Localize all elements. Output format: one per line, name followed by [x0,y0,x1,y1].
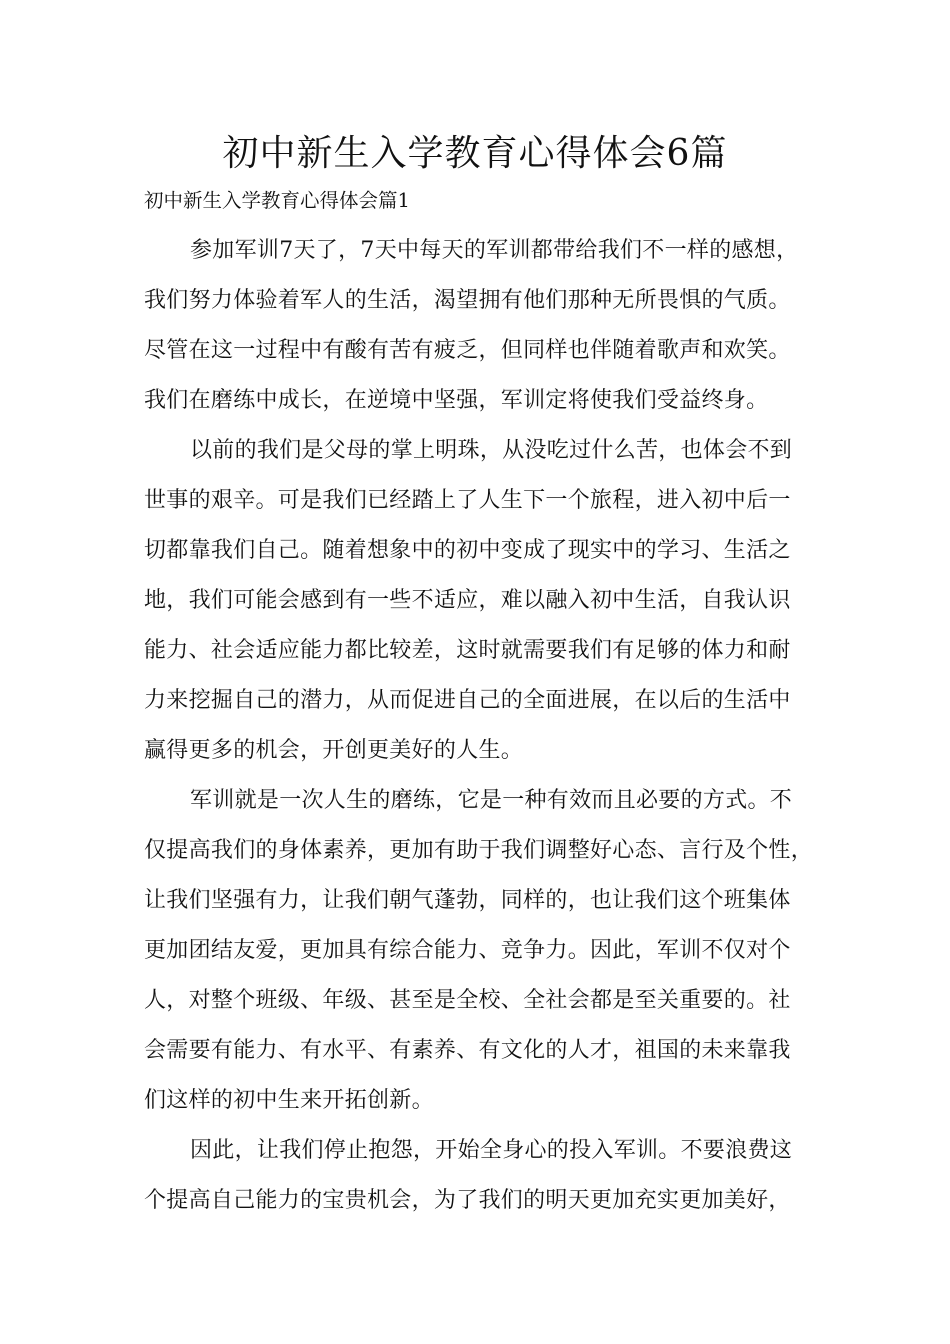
paragraph-line: 我们在磨练中成长，在逆境中坚强，军训定将使我们受益终身。 [144,388,769,413]
paragraph-line: 参加军训7天了，7天中每天的军训都带给我们不一样的感想， [190,238,799,263]
paragraph-line: 个提高自己能力的宝贵机会，为了我们的明天更加充实更加美好， [144,1188,791,1213]
paragraph-line: 们这样的初中生来开拓创新。 [144,1088,434,1113]
paragraph-line: 更加团结友爱，更加具有综合能力、竞争力。因此，军训不仅对个 [144,938,791,963]
paragraph-line: 世事的艰辛。可是我们已经踏上了人生下一个旅程，进入初中后一 [144,488,791,513]
paragraph-line: 让我们坚强有力，让我们朝气蓬勃，同样的，也让我们这个班集体 [144,888,791,913]
paragraph-line: 仅提高我们的身体素养，更加有助于我们调整好心态、言行及个性， [144,838,814,863]
paragraph-line: 因此，让我们停止抱怨，开始全身心的投入军训。不要浪费这 [190,1138,793,1163]
paragraph-line: 人，对整个班级、年级、甚至是全校、全社会都是至关重要的。社 [144,988,791,1013]
paragraph-line: 能力、社会适应能力都比较差，这时就需要我们有足够的体力和耐 [144,638,791,663]
paragraph-line: 军训就是一次人生的磨练，它是一种有效而且必要的方式。不 [190,788,793,813]
paragraph-line: 我们努力体验着军人的生活，渴望拥有他们那种无所畏惧的气质。 [144,288,791,313]
paragraph-line: 尽管在这一过程中有酸有苦有疲乏，但同样也伴随着歌声和欢笑。 [144,338,791,363]
paragraph-line: 力来挖掘自己的潜力，从而促进自己的全面进展，在以后的生活中 [144,688,791,713]
paragraph-line: 赢得更多的机会，开创更美好的人生。 [144,738,524,763]
paragraph-line: 会需要有能力、有水平、有素养、有文化的人才，祖国的未来靠我 [144,1038,791,1063]
paragraph-line: 以前的我们是父母的掌上明珠，从没吃过什么苦，也体会不到 [190,438,793,463]
paragraph-line: 地，我们可能会感到有一些不适应，难以融入初中生活，自我认识 [144,588,791,613]
paragraph-line: 切都靠我们自己。随着想象中的初中变成了现实中的学习、生活之 [144,538,791,563]
section-heading: 初中新生入学教育心得体会篇1 [144,189,410,212]
document-title: 初中新生入学教育心得体会6篇 [222,133,728,174]
